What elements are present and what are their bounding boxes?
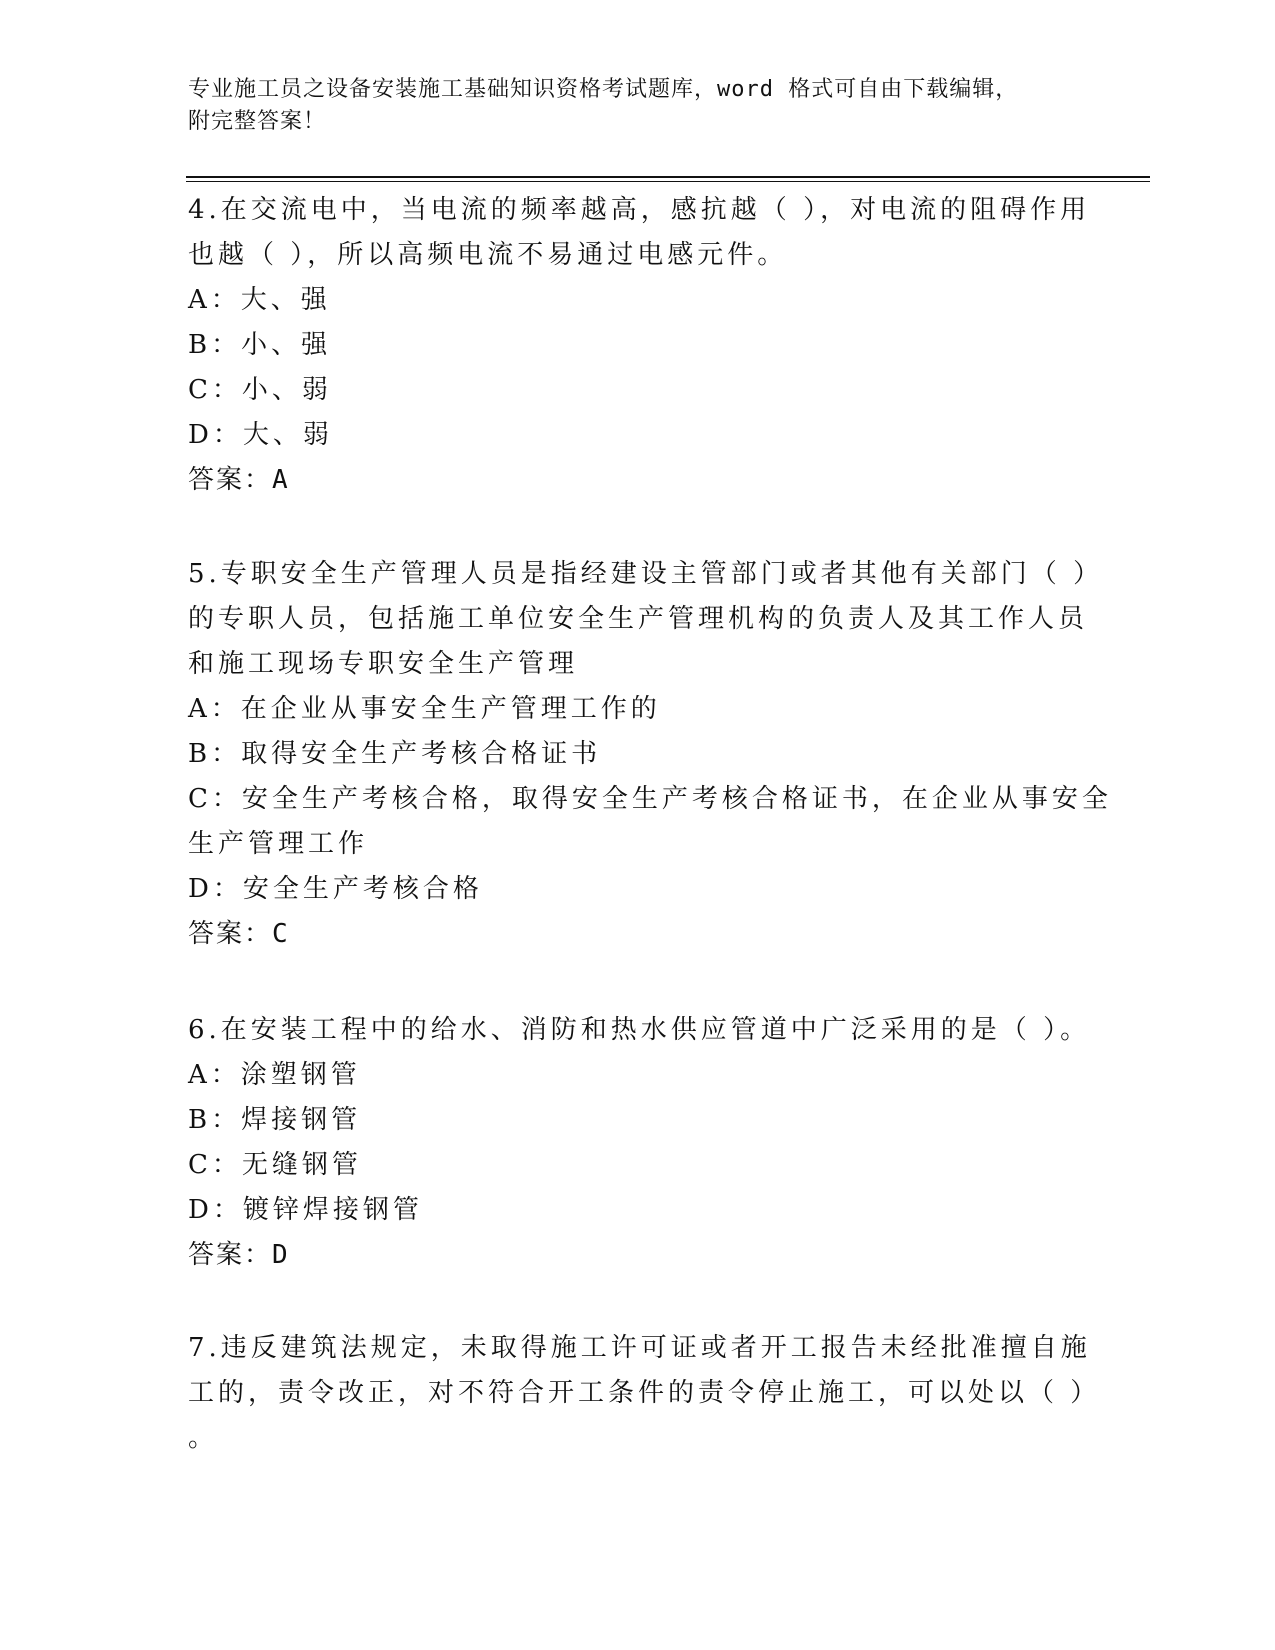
question-6 — [188, 1008, 1091, 1278]
header-line-1: 专业施工员之设备安装施工基础知识资格考试题库，word 格式可自由下载编辑， — [188, 77, 1019, 102]
option-b: B：小、强 — [188, 330, 332, 360]
header-divider-thin — [186, 181, 1150, 182]
option-b: B：焊接钢管 — [188, 1105, 362, 1135]
question-stem-line: 7.违反建筑法规定，未取得施工许可证或者开工报告未经批准擅自施 — [188, 1333, 1091, 1363]
question-stem-line: 6.在安装工程中的给水、消防和热水供应管道中广泛采用的是（ ）。 — [188, 1015, 1091, 1045]
answer-line: 答案：A — [188, 465, 290, 495]
option-a: A：涂塑钢管 — [188, 1060, 361, 1090]
option-c: C：小、弱 — [188, 375, 332, 405]
option-d: D：镀锌焊接钢管 — [188, 1195, 423, 1225]
question-stem-line: 和施工现场专职安全生产管理 — [188, 649, 579, 679]
document-header — [188, 74, 1088, 138]
header-divider-thick — [186, 176, 1150, 178]
answer-line: 答案：D — [188, 1240, 290, 1270]
option-a: A：在企业从事安全生产管理工作的 — [188, 694, 661, 724]
option-d: D：大、弱 — [188, 420, 333, 450]
question-stem-line: 。 — [188, 1423, 219, 1453]
question-stem-line: 的专职人员，包括施工单位安全生产管理机构的负责人及其工作人员 — [188, 604, 1089, 634]
option-c-continued: 生产管理工作 — [188, 829, 369, 859]
option-c: C：安全生产考核合格，取得安全生产考核合格证书，在企业从事安全 — [188, 784, 1112, 814]
question-4 — [188, 188, 1091, 503]
option-a: A：大、强 — [188, 285, 331, 315]
question-stem-line: 工的，责令改正，对不符合开工条件的责令停止施工，可以处以（ ） — [188, 1378, 1101, 1408]
header-line-2: 附完整答案！ — [188, 109, 327, 134]
option-d: D：安全生产考核合格 — [188, 874, 483, 904]
question-stem-line: 4.在交流电中，当电流的频率越高，感抗越（ ），对电流的阻碍作用 — [188, 195, 1091, 225]
question-stem-line: 5.专职安全生产管理人员是指经建设主管部门或者其他有关部门（ ） — [188, 559, 1104, 589]
answer-line: 答案：C — [188, 919, 290, 949]
question-stem-line: 也越（ ），所以高频电流不易通过电感元件。 — [188, 240, 788, 270]
option-b: B：取得安全生产考核合格证书 — [188, 739, 602, 769]
question-5 — [188, 552, 1112, 957]
option-c: C：无缝钢管 — [188, 1150, 362, 1180]
question-7 — [188, 1326, 1101, 1461]
